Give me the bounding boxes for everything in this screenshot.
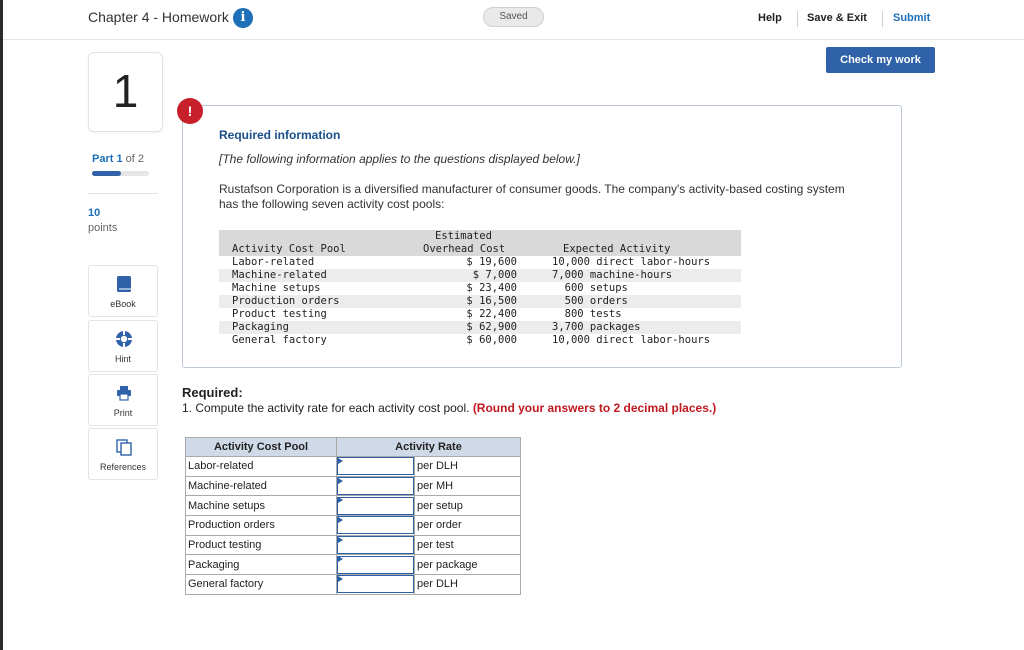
- header-activity-rate: Activity Rate: [337, 438, 521, 457]
- separator: [882, 11, 883, 27]
- pool-cost: $ 19,600: [466, 256, 517, 268]
- pool-name: Packaging: [232, 321, 289, 333]
- required-information-title: Required information: [219, 128, 341, 142]
- part-progress-fill: [92, 171, 121, 176]
- ebook-label: eBook: [110, 299, 136, 309]
- answer-pool-name: Machine-related: [186, 476, 337, 496]
- activity-rate-input[interactable]: [337, 575, 414, 593]
- answer-row: [186, 555, 521, 575]
- cost-pool-table: [219, 230, 741, 347]
- references-button[interactable]: [88, 428, 158, 480]
- answer-header-row: [186, 438, 521, 457]
- answer-row: [186, 457, 521, 477]
- points-label: points: [88, 222, 118, 234]
- pool-name: Machine-related: [232, 269, 327, 281]
- part-total: of 2: [125, 153, 145, 165]
- window-edge: [0, 0, 3, 650]
- pool-cost: $ 62,900: [466, 321, 517, 333]
- activity-rate-input[interactable]: [337, 536, 414, 554]
- answer-row: [186, 476, 521, 496]
- pool-activity: 500 orders: [552, 295, 628, 307]
- intro-text: Rustafson Corporation is a diversified manufacturer of consumer goods. The company's activity-based costing system has the following seven activity cost pools:: [219, 182, 845, 211]
- answer-row: [186, 575, 521, 595]
- rate-unit: per test: [415, 535, 521, 555]
- question-prompt: 1. Compute the activity rate for each activity cost pool.: [182, 401, 470, 415]
- answer-pool-name: Packaging: [186, 555, 337, 575]
- activity-rate-input[interactable]: [337, 516, 414, 534]
- activity-rate-input[interactable]: [337, 556, 414, 574]
- help-link[interactable]: Help: [758, 12, 782, 24]
- rate-unit: per MH: [415, 476, 521, 496]
- rate-unit: per package: [415, 555, 521, 575]
- ebook-icon: [115, 275, 133, 293]
- pool-activity: 10,000 direct labor-hours: [552, 256, 711, 268]
- header-pool: Activity Cost Pool: [232, 243, 346, 255]
- rate-unit: per DLH: [415, 575, 521, 595]
- question-number: 1: [88, 52, 163, 132]
- answer-row: [186, 535, 521, 555]
- header-cost: Overhead Cost: [423, 243, 506, 255]
- pool-name: General factory: [232, 334, 327, 346]
- answer-row: [186, 516, 521, 536]
- info-icon[interactable]: i: [233, 8, 253, 28]
- required-question: [182, 385, 716, 415]
- answer-pool-name: Machine setups: [186, 496, 337, 516]
- activity-rate-input[interactable]: [337, 477, 414, 495]
- pool-cost: $ 23,400: [466, 282, 517, 294]
- print-button[interactable]: [88, 374, 158, 426]
- print-icon: [115, 384, 133, 402]
- rate-unit: per order: [415, 516, 521, 536]
- header-estimated: Estimated: [435, 230, 492, 242]
- header-activity-cost-pool: Activity Cost Pool: [186, 438, 337, 457]
- answer-row: [186, 496, 521, 516]
- table-row: [219, 295, 741, 308]
- table-row: [219, 269, 741, 282]
- save-exit-link[interactable]: Save & Exit: [807, 12, 867, 24]
- divider: [88, 193, 158, 194]
- pool-cost: $ 22,400: [466, 308, 517, 320]
- pool-cost: $ 16,500: [466, 295, 517, 307]
- pool-activity: 600 setups: [552, 282, 628, 294]
- check-my-work-button[interactable]: Check my work: [826, 47, 935, 73]
- rate-unit: per DLH: [415, 457, 521, 477]
- pool-cost: $ 60,000: [466, 334, 517, 346]
- submit-link[interactable]: Submit: [893, 12, 931, 24]
- references-icon: [115, 438, 133, 456]
- activity-rate-input[interactable]: [337, 457, 414, 475]
- pool-name: Machine setups: [232, 282, 321, 294]
- pool-activity: 10,000 direct labor-hours: [552, 334, 711, 346]
- part-indicator: [92, 153, 144, 165]
- pool-name: Product testing: [232, 308, 327, 320]
- required-information-box: [182, 105, 902, 368]
- table-header-row: [219, 243, 741, 256]
- part-label: Part: [92, 153, 114, 165]
- alert-icon: !: [177, 98, 203, 124]
- points-value: 10: [88, 207, 101, 219]
- separator: [797, 11, 798, 27]
- applies-note: [The following information applies to the questions displayed below.]: [219, 152, 580, 166]
- hint-icon: [115, 330, 133, 348]
- rounding-instruction: (Round your answers to 2 decimal places.): [472, 401, 717, 415]
- answer-pool-name: General factory: [186, 575, 337, 595]
- print-label: Print: [113, 408, 133, 418]
- required-heading: Required:: [182, 385, 243, 400]
- saved-status-badge: Saved: [483, 7, 544, 27]
- question-text: [182, 401, 716, 415]
- answer-table: [185, 437, 521, 595]
- table-row: [219, 334, 741, 347]
- table-header-row: [219, 230, 741, 243]
- ebook-button[interactable]: [88, 265, 158, 317]
- hint-label: Hint: [114, 354, 131, 364]
- pool-name: Production orders: [232, 295, 340, 307]
- activity-rate-input[interactable]: [337, 497, 414, 515]
- pool-activity: 7,000 machine-hours: [552, 269, 673, 281]
- table-row: [219, 308, 741, 321]
- table-row: [219, 282, 741, 295]
- pool-cost: $ 7,000: [472, 269, 517, 281]
- answer-pool-name: Product testing: [186, 535, 337, 555]
- header-activity: Expected Activity: [563, 243, 671, 255]
- part-progress-bar: [92, 171, 149, 176]
- top-bar: [3, 0, 1024, 40]
- pool-name: Labor-related: [232, 256, 315, 268]
- table-row: [219, 256, 741, 269]
- table-row: [219, 321, 741, 334]
- answer-pool-name: Production orders: [186, 516, 337, 536]
- assignment-title: Chapter 4 - Homework: [88, 9, 229, 25]
- references-label: References: [99, 462, 147, 472]
- rate-unit: per setup: [415, 496, 521, 516]
- answer-pool-name: Labor-related: [186, 457, 337, 477]
- hint-button[interactable]: [88, 320, 158, 372]
- pool-activity: 3,700 packages: [552, 321, 641, 333]
- part-current: 1: [116, 153, 123, 165]
- pool-activity: 800 tests: [552, 308, 622, 320]
